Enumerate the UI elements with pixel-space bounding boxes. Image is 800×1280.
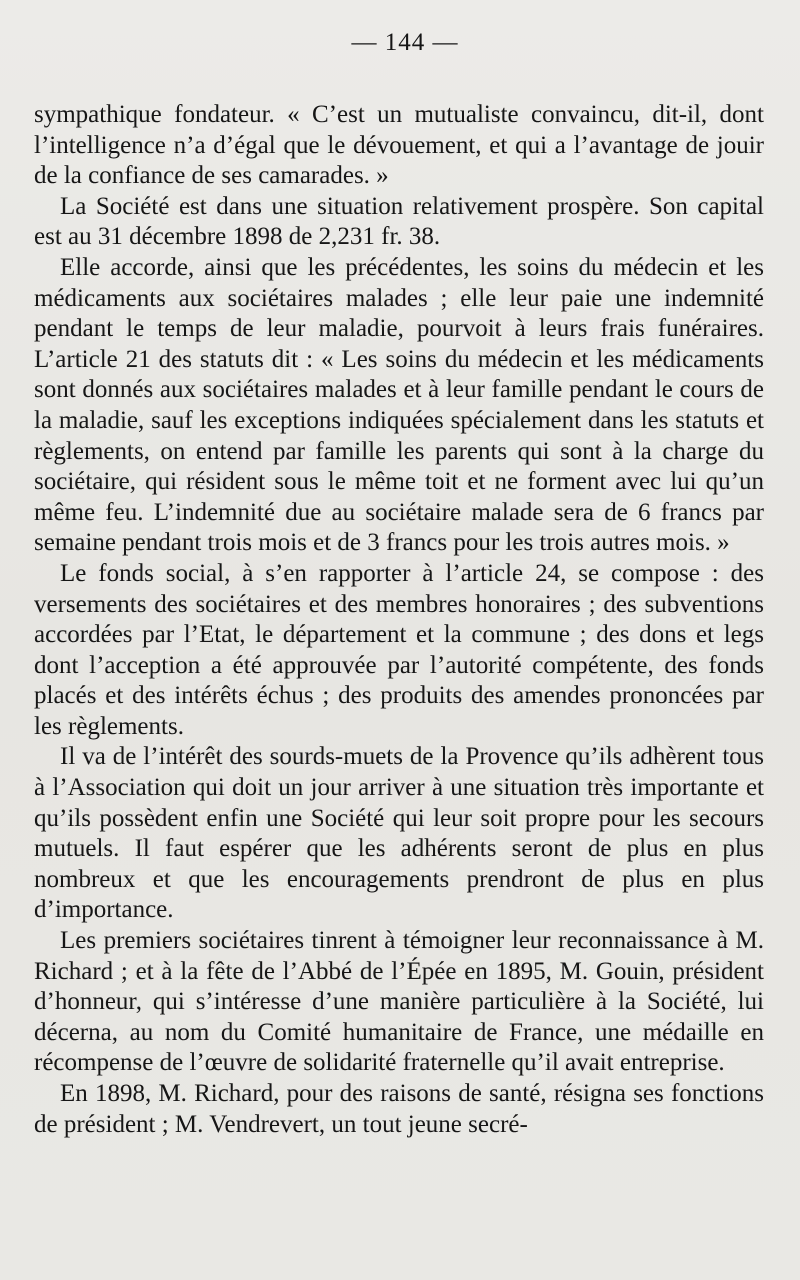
- paragraph-1: sympathique fondateur. « C’est un mutualiste convaincu, dit-il, dont l’intelligence n’a d’égal que le dévouement, et qui a l’avantage de jouir de la confiance de ses camarades. »: [34, 101, 764, 190]
- page-body: [34, 100, 764, 1140]
- paragraph-6: Les premiers sociétaires tinrent à témoigner leur reconnaissance à M. Richard ; et à la fête de l’Abbé de l’Épée en 1895, M. Gouin, président d’honneur, qui s’intéresse d’une manière particulière à la Société, lui décerna, au nom du Comité humanitaire de France, une médaille en récompense de l’œuvre de solidarité fraternelle qu’il avait entreprise.: [34, 927, 764, 1077]
- paragraph-5: Il va de l’intérêt des sourds-muets de la Provence qu’ils adhèrent tous à l’Association qui doit un jour arriver à une situation très importante et qu’ils possèdent enfin une Société qui leur soit propre pour les secours mutuels. Il faut espérer que les adhérents seront de plus en plus nombreux et que les encouragements prendront de plus en plus d’importance.: [34, 743, 764, 924]
- paragraph-2: La Société est dans une situation relativement prospère. Son capital est au 31 décembre 1898 de 2,231 fr. 38.: [34, 192, 764, 251]
- paragraph-3: Elle accorde, ainsi que les précédentes, les soins du médecin et les médicaments aux sociétaires malades ; elle leur paie une indemnité pendant le temps de leur maladie, pourvoit à leurs frais funéraires. L’article 21 des statuts dit : « Les soins du médecin et les médicaments sont donnés aux sociétaires malades et à leur famille pendant le cours de la maladie, sauf les exceptions indiquées spécialement dans les statuts et règlements, on entend par famille les parents qui sont à la charge du sociétaire, qui résident sous le même toit et ne forment avec lui qu’un même feu. L’indemnité due au sociétaire malade sera de 6 francs par semaine pendant trois mois et de 3 francs pour les trois autres mois. »: [34, 253, 764, 557]
- paragraph-7: En 1898, M. Richard, pour des raisons de santé, résigna ses fonctions de président ; M. Vendrevert, un tout jeune secré-: [34, 1080, 764, 1138]
- page-number: — 144 —: [351, 29, 459, 56]
- paragraph-4: Le fonds social, à s’en rapporter à l’article 24, se compose : des versements des sociétaires et des membres honoraires ; des subventions accordées par l’Etat, le département et la commune ; des dons et legs dont l’acception a été approuvée par l’autorité compétente, des fonds placés et des intérêts échus ; des produits des amendes prononcées par les règlements.: [34, 559, 764, 740]
